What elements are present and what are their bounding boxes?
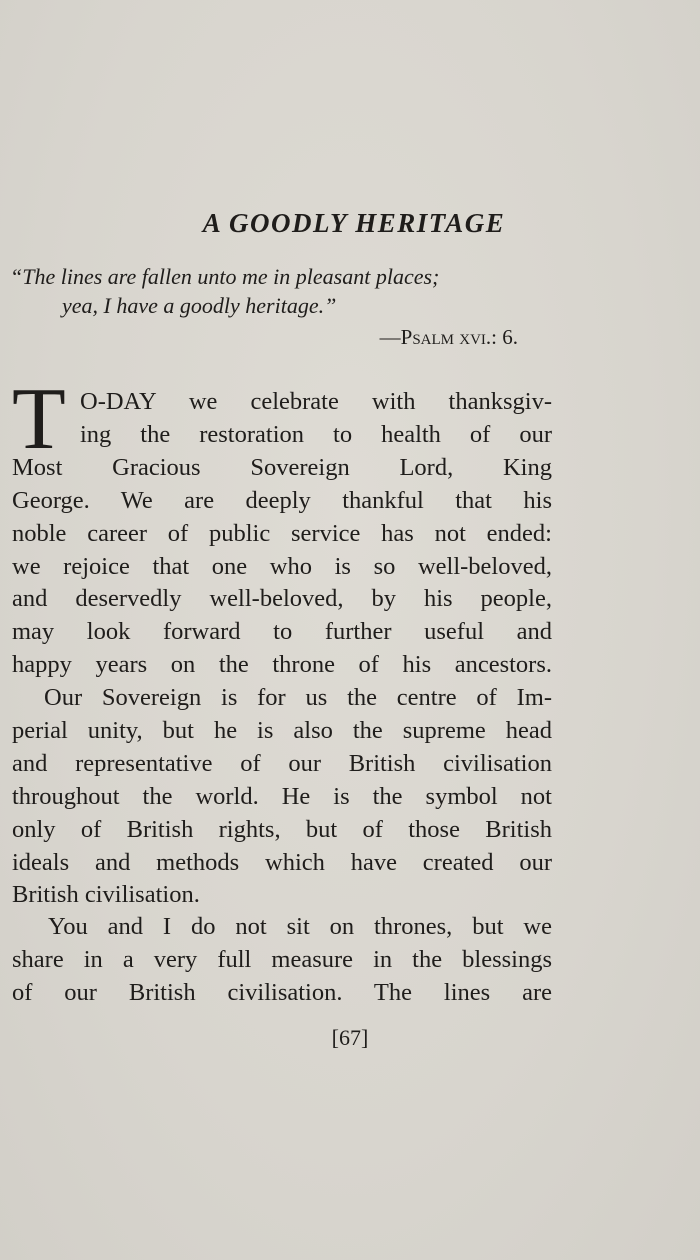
text-line: O-DAY we celebrate with thanksgiv- bbox=[80, 388, 552, 415]
text-line: British civilisation. bbox=[12, 881, 200, 909]
text-line: Most Gracious Sovereign Lord, King bbox=[12, 453, 552, 481]
text-line: George. We are deeply thankful that his bbox=[12, 486, 552, 514]
epigraph-line-1: “The lines are fallen unto me in pleasant places; bbox=[10, 264, 440, 289]
text-line: and deservedly well-beloved, by his people, bbox=[12, 585, 552, 613]
page-number: [67] bbox=[331, 1025, 369, 1050]
citation-text: —Psalm xvi.: 6. bbox=[379, 325, 518, 349]
text-line: share in a very full measure in the blessings bbox=[12, 945, 552, 973]
text-line: Our Sovereign is for us the centre of Im- bbox=[44, 684, 552, 711]
text-line: of our British civilisation. The lines are bbox=[12, 978, 552, 1006]
text-line: we rejoice that one who is so well-beloved, bbox=[12, 552, 552, 580]
text-line: noble career of public service has not ended: bbox=[12, 519, 552, 547]
text-line: throughout the world. He is the symbol not bbox=[12, 782, 552, 810]
paragraph-2 bbox=[12, 682, 552, 912]
text-line: and representative of our British civilisation bbox=[12, 749, 552, 777]
text-line: perial unity, but he is also the supreme head bbox=[12, 716, 552, 744]
text-line: ing the restoration to health of our bbox=[80, 420, 552, 448]
epigraph-line-2: yea, I have a goodly heritage.” bbox=[62, 293, 337, 318]
chapter-title: A GOODLY HERITAGE bbox=[202, 208, 506, 238]
text-line: may look forward to further useful and bbox=[12, 618, 552, 646]
paragraph-1 bbox=[12, 371, 552, 682]
paragraph-3 bbox=[12, 911, 552, 1010]
text-line: only of British rights, but of those British bbox=[12, 815, 552, 843]
text-line: ideals and methods which have created our bbox=[12, 848, 552, 876]
text-line: You and I do not sit on thrones, but we bbox=[48, 913, 552, 940]
text-line: happy years on the throne of his ancestors. bbox=[12, 651, 552, 679]
epigraph-citation bbox=[380, 325, 518, 350]
drop-cap-letter: T bbox=[12, 371, 66, 468]
